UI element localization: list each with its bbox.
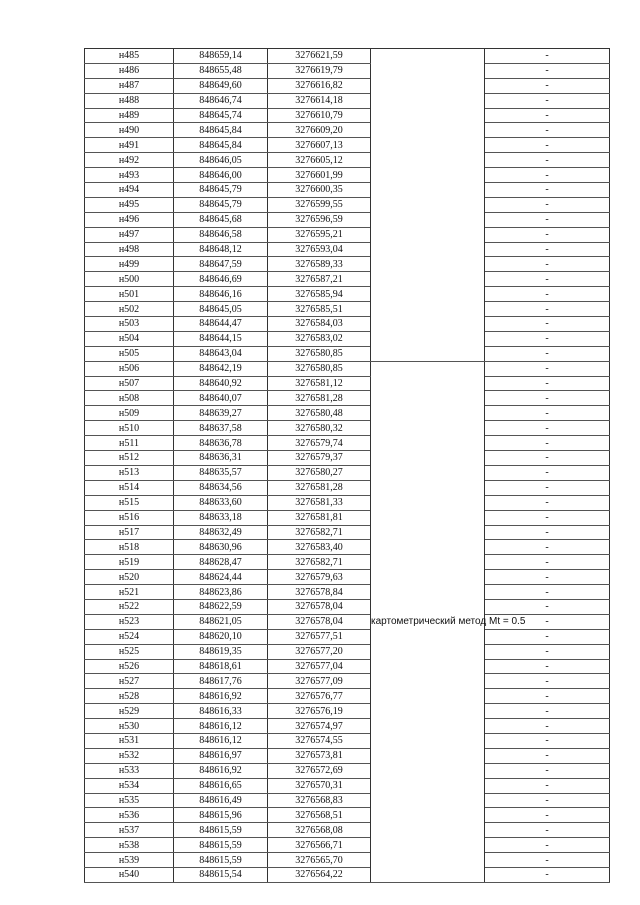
point-name-cell: н513 bbox=[85, 465, 174, 480]
x-coordinate-cell: 848649,60 bbox=[174, 78, 268, 93]
x-coordinate-cell: 848616,92 bbox=[174, 763, 268, 778]
y-coordinate-cell: 3276585,51 bbox=[268, 302, 371, 317]
deviation-cell: - bbox=[485, 733, 610, 748]
x-coordinate-cell: 848616,49 bbox=[174, 793, 268, 808]
table-row bbox=[85, 346, 610, 361]
deviation-cell: - bbox=[485, 212, 610, 227]
y-coordinate-cell: 3276587,21 bbox=[268, 272, 371, 287]
table-row bbox=[85, 525, 610, 540]
deviation-cell: - bbox=[485, 331, 610, 346]
y-coordinate-cell: 3276583,02 bbox=[268, 331, 371, 346]
deviation-cell: - bbox=[485, 867, 610, 882]
y-coordinate-cell: 3276580,85 bbox=[268, 346, 371, 361]
x-coordinate-cell: 848616,12 bbox=[174, 733, 268, 748]
point-name-cell: н503 bbox=[85, 317, 174, 332]
deviation-cell: - bbox=[485, 465, 610, 480]
x-coordinate-cell: 848645,79 bbox=[174, 183, 268, 198]
x-coordinate-cell: 848634,56 bbox=[174, 480, 268, 495]
table-row bbox=[85, 93, 610, 108]
deviation-cell: - bbox=[485, 763, 610, 778]
x-coordinate-cell: 848636,31 bbox=[174, 451, 268, 466]
y-coordinate-cell: 3276580,48 bbox=[268, 406, 371, 421]
deviation-cell: - bbox=[485, 495, 610, 510]
table-row bbox=[85, 183, 610, 198]
y-coordinate-cell: 3276579,74 bbox=[268, 436, 371, 451]
point-name-cell: н489 bbox=[85, 108, 174, 123]
y-coordinate-cell: 3276582,71 bbox=[268, 525, 371, 540]
table-row bbox=[85, 138, 610, 153]
deviation-cell: - bbox=[485, 257, 610, 272]
deviation-cell: - bbox=[485, 242, 610, 257]
point-name-cell: н534 bbox=[85, 778, 174, 793]
point-name-cell: н531 bbox=[85, 733, 174, 748]
point-name-cell: н518 bbox=[85, 540, 174, 555]
y-coordinate-cell: 3276584,03 bbox=[268, 317, 371, 332]
point-name-cell: н486 bbox=[85, 63, 174, 78]
point-name-cell: н522 bbox=[85, 599, 174, 614]
deviation-cell: - bbox=[485, 317, 610, 332]
deviation-cell: - bbox=[485, 793, 610, 808]
table-row bbox=[85, 867, 610, 882]
y-coordinate-cell: 3276564,22 bbox=[268, 867, 371, 882]
table-row bbox=[85, 421, 610, 436]
x-coordinate-cell: 848637,58 bbox=[174, 421, 268, 436]
table-row bbox=[85, 436, 610, 451]
y-coordinate-cell: 3276601,99 bbox=[268, 168, 371, 183]
point-name-cell: н492 bbox=[85, 153, 174, 168]
table-row bbox=[85, 614, 610, 629]
coordinates-table-body bbox=[85, 49, 610, 883]
y-coordinate-cell: 3276580,27 bbox=[268, 465, 371, 480]
deviation-cell: - bbox=[485, 49, 610, 64]
deviation-cell: - bbox=[485, 168, 610, 183]
y-coordinate-cell: 3276568,83 bbox=[268, 793, 371, 808]
y-coordinate-cell: 3276581,12 bbox=[268, 376, 371, 391]
point-name-cell: н540 bbox=[85, 867, 174, 882]
point-name-cell: н517 bbox=[85, 525, 174, 540]
y-coordinate-cell: 3276577,51 bbox=[268, 629, 371, 644]
deviation-cell: - bbox=[485, 823, 610, 838]
table-row bbox=[85, 78, 610, 93]
y-coordinate-cell: 3276580,85 bbox=[268, 361, 371, 376]
table-row bbox=[85, 287, 610, 302]
deviation-cell: - bbox=[485, 451, 610, 466]
y-coordinate-cell: 3276610,79 bbox=[268, 108, 371, 123]
x-coordinate-cell: 848659,14 bbox=[174, 49, 268, 64]
point-name-cell: н510 bbox=[85, 421, 174, 436]
point-name-cell: н501 bbox=[85, 287, 174, 302]
table-row bbox=[85, 659, 610, 674]
x-coordinate-cell: 848615,59 bbox=[174, 823, 268, 838]
table-row bbox=[85, 49, 610, 64]
point-name-cell: н538 bbox=[85, 838, 174, 853]
table-row bbox=[85, 272, 610, 287]
table-row bbox=[85, 763, 610, 778]
point-name-cell: н485 bbox=[85, 49, 174, 64]
point-name-cell: н488 bbox=[85, 93, 174, 108]
table-row bbox=[85, 153, 610, 168]
point-name-cell: н493 bbox=[85, 168, 174, 183]
point-name-cell: н496 bbox=[85, 212, 174, 227]
table-row bbox=[85, 555, 610, 570]
deviation-cell: - bbox=[485, 659, 610, 674]
table-row bbox=[85, 212, 610, 227]
y-coordinate-cell: 3276578,04 bbox=[268, 614, 371, 629]
x-coordinate-cell: 848645,84 bbox=[174, 123, 268, 138]
point-name-cell: н527 bbox=[85, 674, 174, 689]
point-name-cell: н506 bbox=[85, 361, 174, 376]
x-coordinate-cell: 848639,27 bbox=[174, 406, 268, 421]
deviation-cell: - bbox=[485, 689, 610, 704]
table-row bbox=[85, 257, 610, 272]
deviation-cell: - bbox=[485, 421, 610, 436]
table-row bbox=[85, 570, 610, 585]
point-name-cell: н519 bbox=[85, 555, 174, 570]
x-coordinate-cell: 848645,68 bbox=[174, 212, 268, 227]
point-name-cell: н539 bbox=[85, 853, 174, 868]
x-coordinate-cell: 848646,00 bbox=[174, 168, 268, 183]
y-coordinate-cell: 3276577,04 bbox=[268, 659, 371, 674]
y-coordinate-cell: 3276573,81 bbox=[268, 748, 371, 763]
point-name-cell: н491 bbox=[85, 138, 174, 153]
deviation-cell: - bbox=[485, 138, 610, 153]
y-coordinate-cell: 3276580,32 bbox=[268, 421, 371, 436]
y-coordinate-cell: 3276581,28 bbox=[268, 391, 371, 406]
table-row bbox=[85, 108, 610, 123]
x-coordinate-cell: 848645,79 bbox=[174, 197, 268, 212]
point-name-cell: н505 bbox=[85, 346, 174, 361]
deviation-cell: - bbox=[485, 183, 610, 198]
table-row bbox=[85, 302, 610, 317]
y-coordinate-cell: 3276568,08 bbox=[268, 823, 371, 838]
table-row bbox=[85, 168, 610, 183]
point-name-cell: н532 bbox=[85, 748, 174, 763]
y-coordinate-cell: 3276599,55 bbox=[268, 197, 371, 212]
y-coordinate-cell: 3276578,04 bbox=[268, 599, 371, 614]
y-coordinate-cell: 3276574,55 bbox=[268, 733, 371, 748]
table-row bbox=[85, 689, 610, 704]
x-coordinate-cell: 848633,18 bbox=[174, 510, 268, 525]
table-row bbox=[85, 644, 610, 659]
y-coordinate-cell: 3276583,40 bbox=[268, 540, 371, 555]
y-coordinate-cell: 3276581,81 bbox=[268, 510, 371, 525]
y-coordinate-cell: 3276579,37 bbox=[268, 451, 371, 466]
point-name-cell: н502 bbox=[85, 302, 174, 317]
deviation-cell: - bbox=[485, 540, 610, 555]
point-name-cell: н512 bbox=[85, 451, 174, 466]
table-row bbox=[85, 197, 610, 212]
x-coordinate-cell: 848630,96 bbox=[174, 540, 268, 555]
x-coordinate-cell: 848618,61 bbox=[174, 659, 268, 674]
deviation-cell: - bbox=[485, 361, 610, 376]
y-coordinate-cell: 3276609,20 bbox=[268, 123, 371, 138]
deviation-cell: - bbox=[485, 674, 610, 689]
deviation-cell: - bbox=[485, 570, 610, 585]
method-cell-upper bbox=[371, 49, 485, 362]
coordinates-table bbox=[84, 48, 610, 883]
table-row bbox=[85, 317, 610, 332]
y-coordinate-cell: 3276578,84 bbox=[268, 585, 371, 600]
y-coordinate-cell: 3276576,77 bbox=[268, 689, 371, 704]
x-coordinate-cell: 848646,58 bbox=[174, 227, 268, 242]
table-row bbox=[85, 465, 610, 480]
deviation-cell: - bbox=[485, 123, 610, 138]
x-coordinate-cell: 848646,69 bbox=[174, 272, 268, 287]
x-coordinate-cell: 848655,48 bbox=[174, 63, 268, 78]
deviation-cell: - bbox=[485, 93, 610, 108]
table-row bbox=[85, 585, 610, 600]
table-row bbox=[85, 242, 610, 257]
x-coordinate-cell: 848646,16 bbox=[174, 287, 268, 302]
deviation-cell: - bbox=[485, 287, 610, 302]
y-coordinate-cell: 3276619,79 bbox=[268, 63, 371, 78]
deviation-cell: - bbox=[485, 808, 610, 823]
point-name-cell: н530 bbox=[85, 719, 174, 734]
deviation-cell: - bbox=[485, 748, 610, 763]
point-name-cell: н509 bbox=[85, 406, 174, 421]
y-coordinate-cell: 3276614,18 bbox=[268, 93, 371, 108]
x-coordinate-cell: 848635,57 bbox=[174, 465, 268, 480]
table-row bbox=[85, 495, 610, 510]
point-name-cell: н529 bbox=[85, 704, 174, 719]
table-row bbox=[85, 540, 610, 555]
deviation-cell: - bbox=[485, 599, 610, 614]
point-name-cell: н507 bbox=[85, 376, 174, 391]
x-coordinate-cell: 848615,96 bbox=[174, 808, 268, 823]
y-coordinate-cell: 3276581,33 bbox=[268, 495, 371, 510]
y-coordinate-cell: 3276600,35 bbox=[268, 183, 371, 198]
point-name-cell: н504 bbox=[85, 331, 174, 346]
y-coordinate-cell: 3276566,71 bbox=[268, 838, 371, 853]
deviation-cell: - bbox=[485, 853, 610, 868]
point-name-cell: н498 bbox=[85, 242, 174, 257]
x-coordinate-cell: 848632,49 bbox=[174, 525, 268, 540]
deviation-cell: - bbox=[485, 510, 610, 525]
table-row bbox=[85, 733, 610, 748]
y-coordinate-cell: 3276576,19 bbox=[268, 704, 371, 719]
x-coordinate-cell: 848617,76 bbox=[174, 674, 268, 689]
point-name-cell: н524 bbox=[85, 629, 174, 644]
table-row bbox=[85, 510, 610, 525]
table-row bbox=[85, 227, 610, 242]
table-row bbox=[85, 451, 610, 466]
point-name-cell: н526 bbox=[85, 659, 174, 674]
deviation-cell: - bbox=[485, 376, 610, 391]
point-name-cell: н521 bbox=[85, 585, 174, 600]
x-coordinate-cell: 848621,05 bbox=[174, 614, 268, 629]
x-coordinate-cell: 848615,59 bbox=[174, 853, 268, 868]
table-row bbox=[85, 719, 610, 734]
point-name-cell: н499 bbox=[85, 257, 174, 272]
x-coordinate-cell: 848628,47 bbox=[174, 555, 268, 570]
x-coordinate-cell: 848624,44 bbox=[174, 570, 268, 585]
x-coordinate-cell: 848647,59 bbox=[174, 257, 268, 272]
table-row bbox=[85, 361, 610, 376]
y-coordinate-cell: 3276605,12 bbox=[268, 153, 371, 168]
y-coordinate-cell: 3276577,20 bbox=[268, 644, 371, 659]
x-coordinate-cell: 848645,74 bbox=[174, 108, 268, 123]
y-coordinate-cell: 3276579,63 bbox=[268, 570, 371, 585]
table-row bbox=[85, 704, 610, 719]
deviation-cell: - bbox=[485, 436, 610, 451]
x-coordinate-cell: 848622,59 bbox=[174, 599, 268, 614]
y-coordinate-cell: 3276574,97 bbox=[268, 719, 371, 734]
point-name-cell: н514 bbox=[85, 480, 174, 495]
x-coordinate-cell: 848615,54 bbox=[174, 867, 268, 882]
x-coordinate-cell: 848620,10 bbox=[174, 629, 268, 644]
point-name-cell: н520 bbox=[85, 570, 174, 585]
x-coordinate-cell: 848645,05 bbox=[174, 302, 268, 317]
x-coordinate-cell: 848646,05 bbox=[174, 153, 268, 168]
deviation-cell: - bbox=[485, 644, 610, 659]
y-coordinate-cell: 3276621,59 bbox=[268, 49, 371, 64]
table-row bbox=[85, 629, 610, 644]
y-coordinate-cell: 3276570,31 bbox=[268, 778, 371, 793]
point-name-cell: н500 bbox=[85, 272, 174, 287]
y-coordinate-cell: 3276577,09 bbox=[268, 674, 371, 689]
point-name-cell: н511 bbox=[85, 436, 174, 451]
x-coordinate-cell: 848616,97 bbox=[174, 748, 268, 763]
point-name-cell: н525 bbox=[85, 644, 174, 659]
deviation-cell: - bbox=[485, 63, 610, 78]
deviation-cell: - bbox=[485, 480, 610, 495]
x-coordinate-cell: 848644,47 bbox=[174, 317, 268, 332]
deviation-cell: - bbox=[485, 391, 610, 406]
point-name-cell: н528 bbox=[85, 689, 174, 704]
x-coordinate-cell: 848615,59 bbox=[174, 838, 268, 853]
table-row bbox=[85, 838, 610, 853]
y-coordinate-cell: 3276581,28 bbox=[268, 480, 371, 495]
y-coordinate-cell: 3276568,51 bbox=[268, 808, 371, 823]
x-coordinate-cell: 848616,12 bbox=[174, 719, 268, 734]
x-coordinate-cell: 848648,12 bbox=[174, 242, 268, 257]
x-coordinate-cell: 848645,84 bbox=[174, 138, 268, 153]
table-row bbox=[85, 674, 610, 689]
deviation-cell: - bbox=[485, 614, 610, 629]
x-coordinate-cell: 848640,07 bbox=[174, 391, 268, 406]
x-coordinate-cell: 848643,04 bbox=[174, 346, 268, 361]
table-row bbox=[85, 599, 610, 614]
table-row bbox=[85, 480, 610, 495]
table-row bbox=[85, 331, 610, 346]
deviation-cell: - bbox=[485, 78, 610, 93]
x-coordinate-cell: 848633,60 bbox=[174, 495, 268, 510]
point-name-cell: н508 bbox=[85, 391, 174, 406]
table-row bbox=[85, 376, 610, 391]
point-name-cell: н494 bbox=[85, 183, 174, 198]
y-coordinate-cell: 3276595,21 bbox=[268, 227, 371, 242]
x-coordinate-cell: 848623,86 bbox=[174, 585, 268, 600]
point-name-cell: н523 bbox=[85, 614, 174, 629]
point-name-cell: н516 bbox=[85, 510, 174, 525]
table-row bbox=[85, 808, 610, 823]
point-name-cell: н497 bbox=[85, 227, 174, 242]
x-coordinate-cell: 848616,33 bbox=[174, 704, 268, 719]
deviation-cell: - bbox=[485, 719, 610, 734]
deviation-cell: - bbox=[485, 778, 610, 793]
x-coordinate-cell: 848619,35 bbox=[174, 644, 268, 659]
table-row bbox=[85, 123, 610, 138]
table-row bbox=[85, 63, 610, 78]
table-row bbox=[85, 748, 610, 763]
x-coordinate-cell: 848640,92 bbox=[174, 376, 268, 391]
x-coordinate-cell: 848642,19 bbox=[174, 361, 268, 376]
deviation-cell: - bbox=[485, 346, 610, 361]
deviation-cell: - bbox=[485, 108, 610, 123]
point-name-cell: н537 bbox=[85, 823, 174, 838]
deviation-cell: - bbox=[485, 585, 610, 600]
table-row bbox=[85, 406, 610, 421]
deviation-cell: - bbox=[485, 838, 610, 853]
point-name-cell: н535 bbox=[85, 793, 174, 808]
y-coordinate-cell: 3276616,82 bbox=[268, 78, 371, 93]
point-name-cell: н490 bbox=[85, 123, 174, 138]
y-coordinate-cell: 3276585,94 bbox=[268, 287, 371, 302]
point-name-cell: н487 bbox=[85, 78, 174, 93]
point-name-cell: н533 bbox=[85, 763, 174, 778]
y-coordinate-cell: 3276565,70 bbox=[268, 853, 371, 868]
table-row bbox=[85, 823, 610, 838]
deviation-cell: - bbox=[485, 406, 610, 421]
table-row bbox=[85, 778, 610, 793]
table-row bbox=[85, 391, 610, 406]
deviation-cell: - bbox=[485, 525, 610, 540]
x-coordinate-cell: 848646,74 bbox=[174, 93, 268, 108]
y-coordinate-cell: 3276607,13 bbox=[268, 138, 371, 153]
deviation-cell: - bbox=[485, 629, 610, 644]
x-coordinate-cell: 848644,15 bbox=[174, 331, 268, 346]
table-row bbox=[85, 793, 610, 808]
deviation-cell: - bbox=[485, 704, 610, 719]
deviation-cell: - bbox=[485, 153, 610, 168]
y-coordinate-cell: 3276596,59 bbox=[268, 212, 371, 227]
point-name-cell: н536 bbox=[85, 808, 174, 823]
y-coordinate-cell: 3276582,71 bbox=[268, 555, 371, 570]
y-coordinate-cell: 3276589,33 bbox=[268, 257, 371, 272]
x-coordinate-cell: 848636,78 bbox=[174, 436, 268, 451]
deviation-cell: - bbox=[485, 555, 610, 570]
x-coordinate-cell: 848616,92 bbox=[174, 689, 268, 704]
deviation-cell: - bbox=[485, 302, 610, 317]
deviation-cell: - bbox=[485, 272, 610, 287]
point-name-cell: н495 bbox=[85, 197, 174, 212]
y-coordinate-cell: 3276572,69 bbox=[268, 763, 371, 778]
table-row bbox=[85, 853, 610, 868]
point-name-cell: н515 bbox=[85, 495, 174, 510]
deviation-cell: - bbox=[485, 227, 610, 242]
method-cell: картометрический метод Mt = 0.5 bbox=[371, 361, 485, 882]
x-coordinate-cell: 848616,65 bbox=[174, 778, 268, 793]
deviation-cell: - bbox=[485, 197, 610, 212]
y-coordinate-cell: 3276593,04 bbox=[268, 242, 371, 257]
